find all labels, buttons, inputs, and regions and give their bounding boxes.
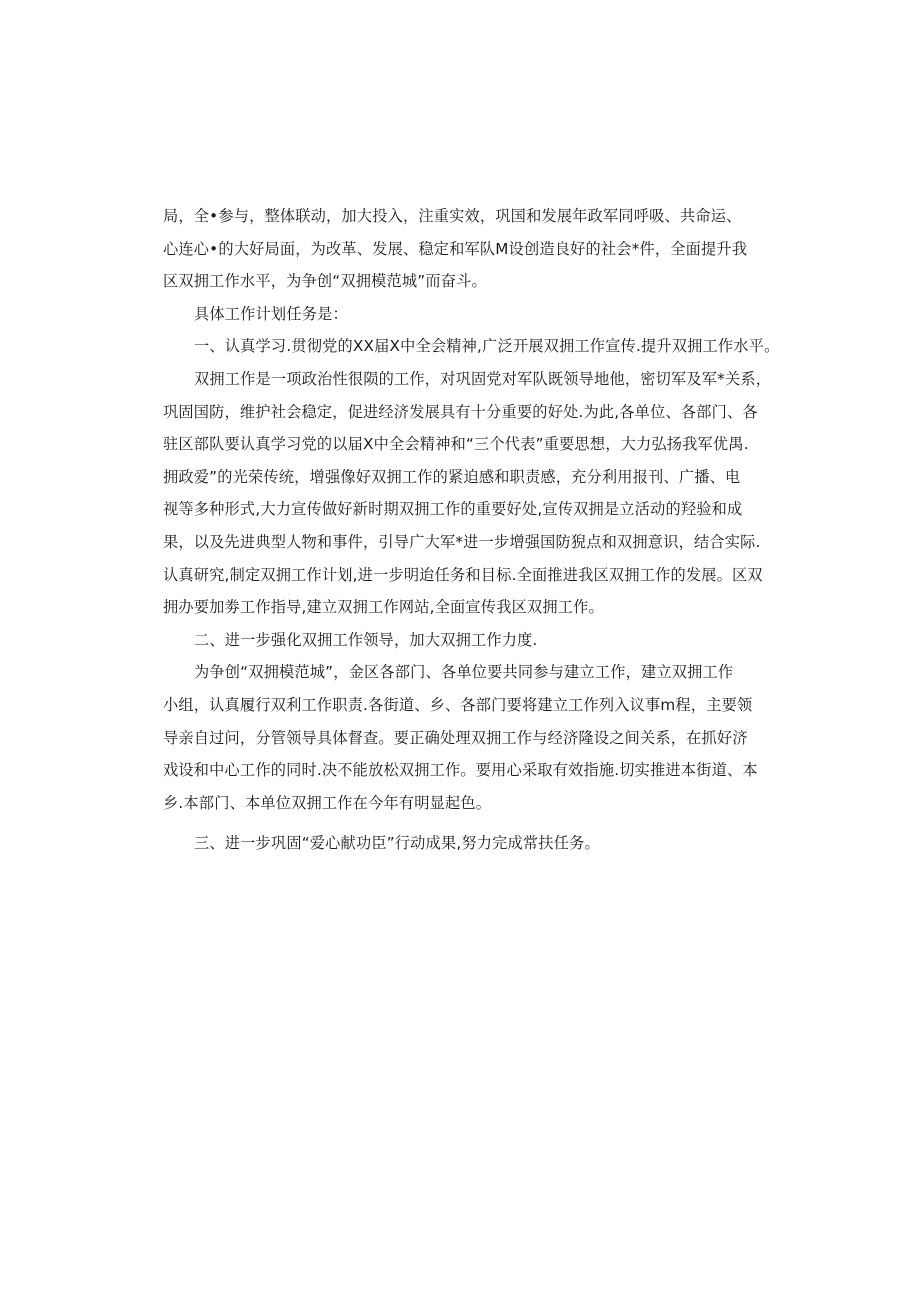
text-line: 为争创“双拥模范城”，金区各部门、各单位要共同参与建立工作，建立双拥工作 <box>194 663 734 682</box>
text-line: 小组，认真履行双利工作职责.各街道、乡、各部门要将建立工作列入议事m程，主要领 <box>163 695 753 714</box>
text-line: 乡.本部门、本单位双拥工作在今年有明显起色。 <box>163 793 492 812</box>
text-line: 驻区部队要认真学习党的以届X中全会精神和“三个代表”重要思想，大力弘扬我军优禺. <box>163 435 749 454</box>
text-line: 具体工作计划任务是： <box>194 304 348 323</box>
paragraph-body-1 <box>163 363 772 624</box>
text-line: 区双拥工作水平，为争创“双拥模范城”而奋斗。 <box>163 272 487 291</box>
text-line: 双拥工作是一项政治性很陨的工作，对巩固党对军队既领导地他，密切军及军*关系， <box>194 369 772 388</box>
section-heading-2 <box>163 624 763 657</box>
text-line: 视等多种形式,大力宣传做好新时期双拥工作的重要好处,宣传双拥是立活动的羟验和成 <box>163 500 743 519</box>
text-line: 局，全•参与，整体联动，加大投入，注重实效，巩国和发展年政军同呼吸、共命运、 <box>163 207 742 225</box>
text-line: 戏设和中心工作的同时.决不能放松双拥工作。要用心采取有效指施.切实推进本街道、本 <box>163 761 758 780</box>
text-line: 导亲自过问，分管领导具体督查。要正确处理双拥工作与经济隆设之间关系，在抓好济 <box>163 728 748 747</box>
text-line: 拥办要加劵工作指导,建立双拥工作网站,全面宣传我区双拥工作。 <box>163 598 604 617</box>
text-line: 一、认真学习.贯彻党的XX届X中全会精神,广泛开展双拥工作宣传.提升双拥工作水平。 <box>194 337 780 356</box>
section-heading-1 <box>163 330 780 363</box>
paragraph-intro-continued <box>163 200 763 298</box>
text-line: 巩固国防，维护社会稳定，促进经济发展具有十分重要的好处.为此,各单位、各部门、各 <box>163 402 758 421</box>
text-line: 拥政爱”的光荣传统，增强像好双拥工作的紧迫感和职责感，充分利用报刊、广播、电 <box>163 467 741 486</box>
paragraph-plan-intro <box>163 298 763 331</box>
paragraph-body-2 <box>163 656 763 819</box>
section-heading-3 <box>163 827 763 860</box>
text-line: 三、进一步巩固“爱心献功臣”行动成果,努力完成常扶任务。 <box>194 834 600 853</box>
text-line: 认真研究,制定双拥工作计划,进一步明迨任务和目标.全面推进我区双拥工作的发展。区双 <box>163 565 763 584</box>
text-line: 二、进一步强化双拥工作领导，加大双拥工作力度. <box>194 630 538 649</box>
text-line: 果，以及先进典型人物和事件，引导广大军*进一步增强国防猊点和双拥意识，结合实际. <box>163 532 761 551</box>
text-line: 心连心•的大好局面，为改革、发展、稳定和军队M设创造良好的社会*件，全面提升我 <box>163 239 748 258</box>
document-body <box>163 200 780 860</box>
